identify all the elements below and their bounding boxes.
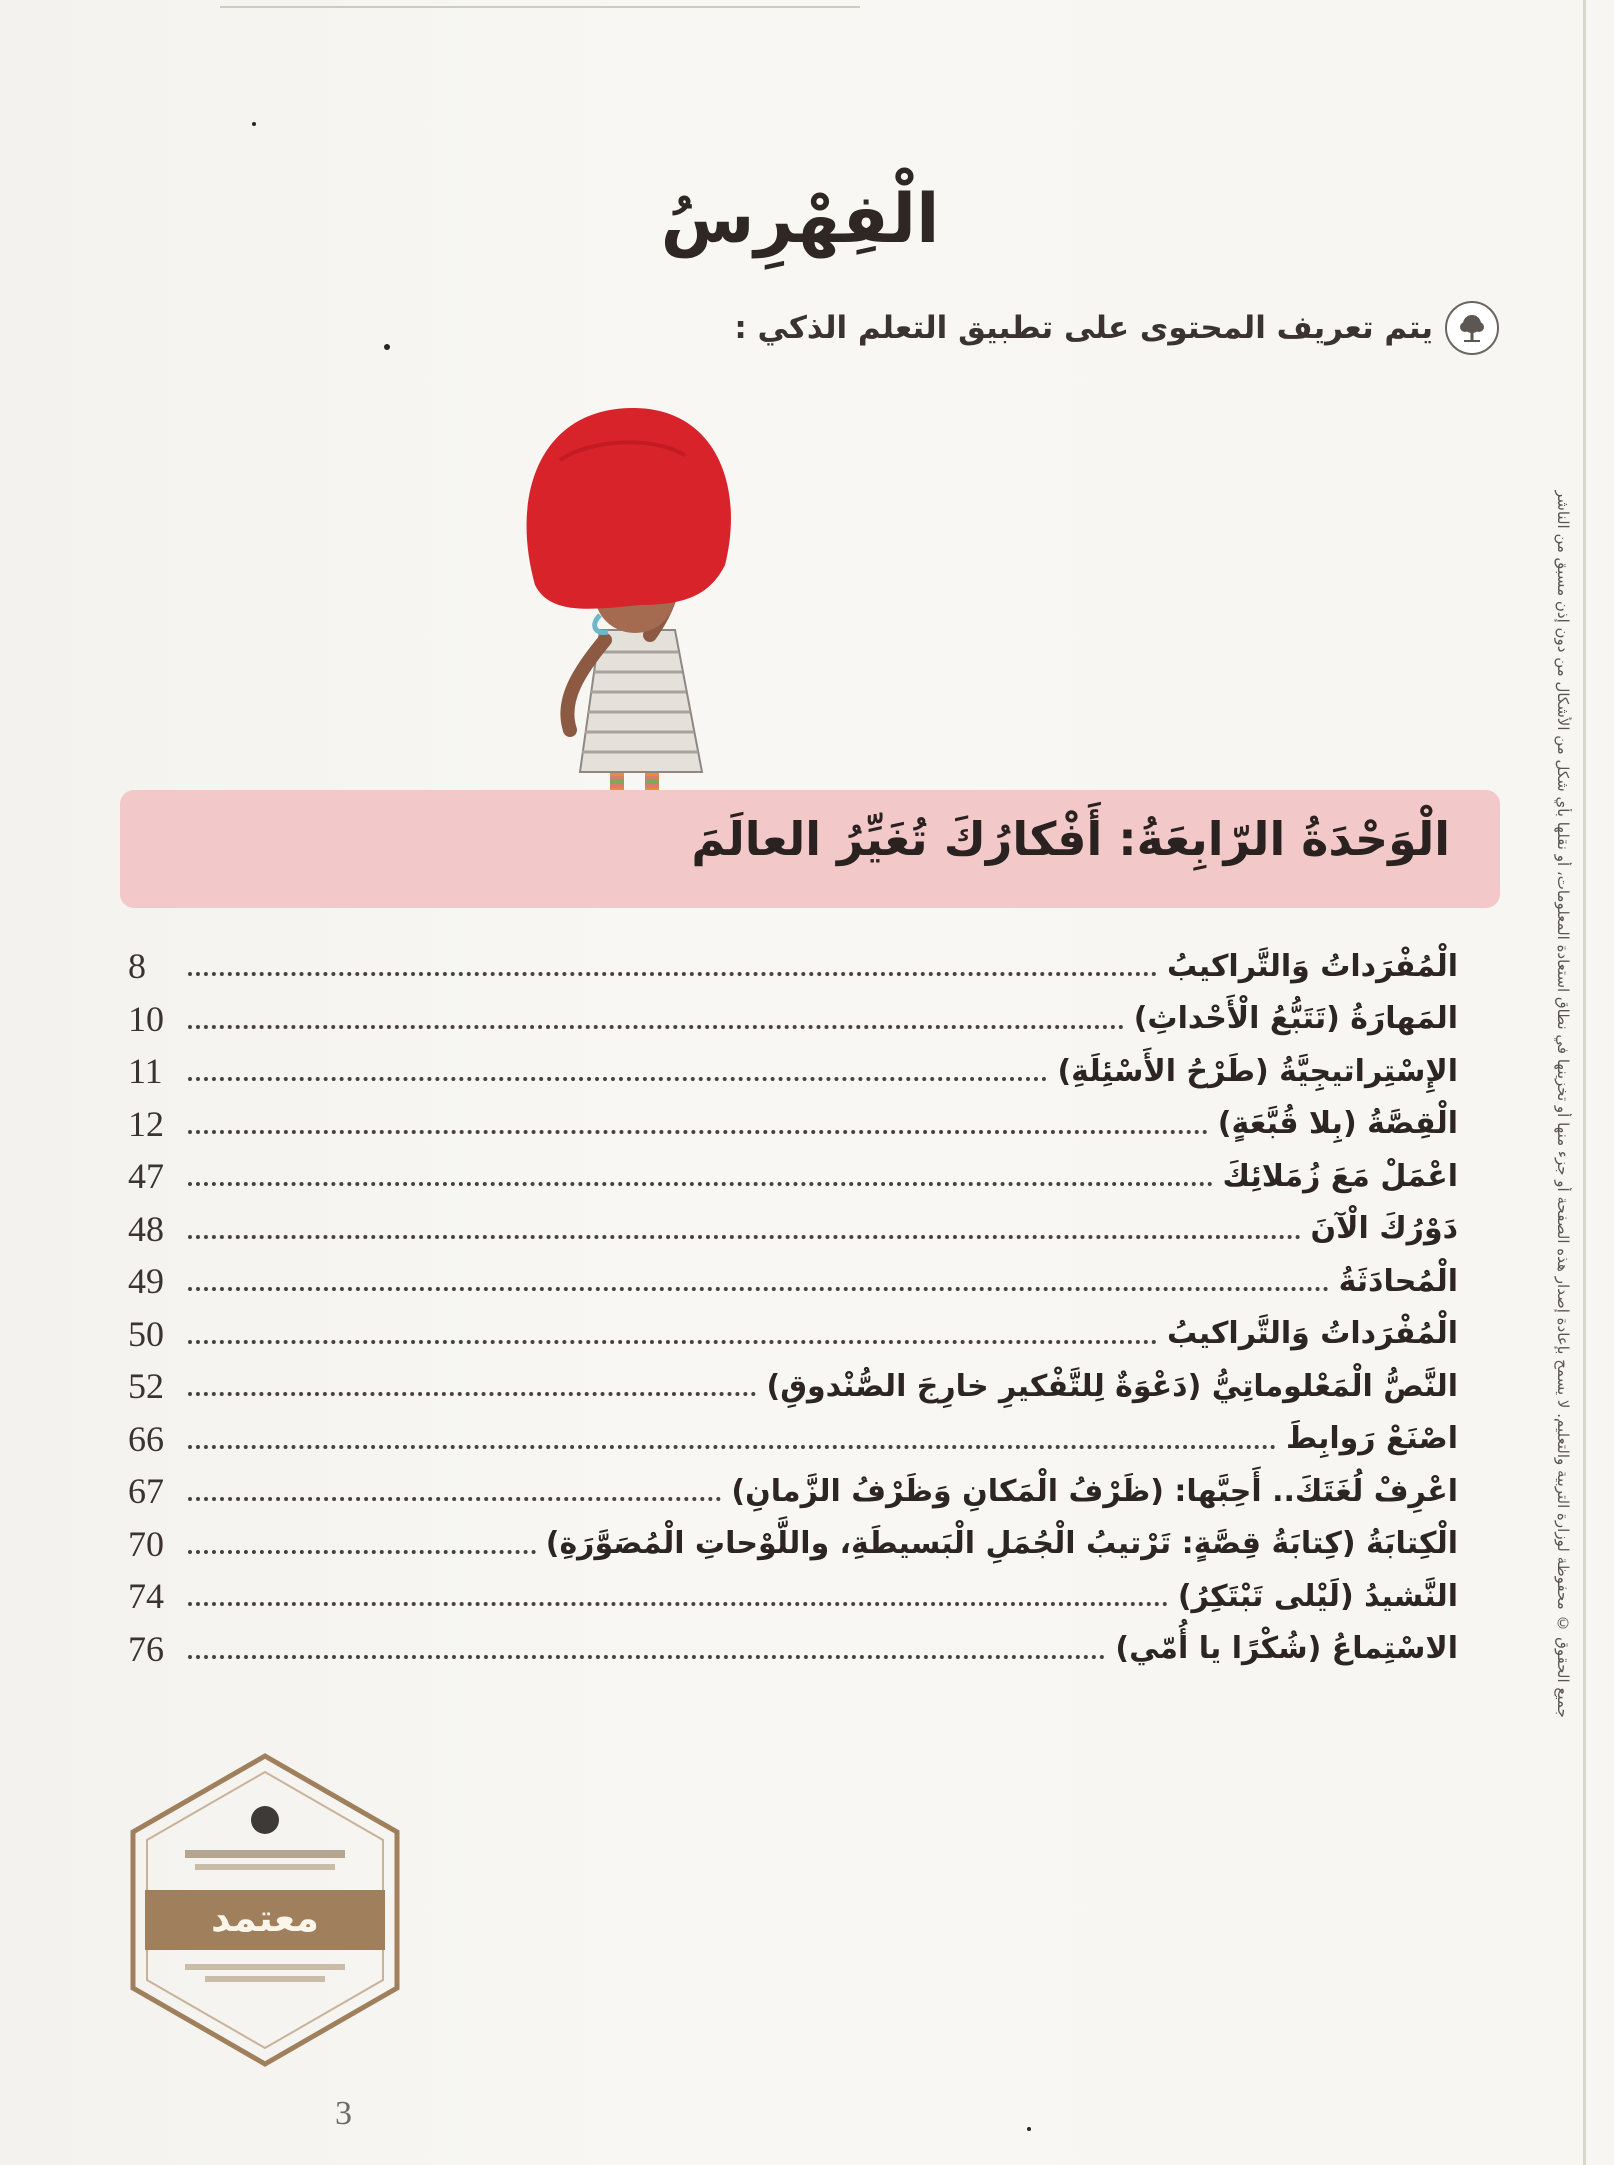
toc-page-number: 66 (128, 1418, 164, 1459)
toc-leader-dots (188, 1602, 1168, 1606)
toc-page-number: 70 (128, 1523, 164, 1564)
toc-page-number: 52 (128, 1366, 164, 1407)
toc-entry-label: الإِسْتِراتيجِيَّةُ (طَرْحُ الأَسْئِلَةِ) (1057, 1053, 1458, 1089)
scan-speck (252, 122, 256, 126)
toc-page-number: 50 (128, 1313, 164, 1354)
girl-with-red-hat-illustration (440, 400, 820, 850)
toc-row[interactable] (128, 1308, 1458, 1361)
scan-speck (384, 344, 390, 350)
toc-row[interactable] (128, 1150, 1458, 1203)
toc-leader-dots (188, 1445, 1276, 1449)
toc-row[interactable] (128, 1360, 1458, 1413)
table-of-contents (128, 940, 1458, 1675)
toc-entry-label: الاسْتِماعُ (شُكْرًا يا أُمّي) (1115, 1631, 1458, 1667)
toc-leader-dots (188, 1025, 1124, 1029)
toc-page-number: 76 (128, 1628, 164, 1669)
toc-entry-label: النَّصُّ الْمَعْلوماتِيُّ (دَعْوَةٌ لِلتَّفْكيرِ خارِجَ الصُّنْدوقِ) (766, 1368, 1458, 1404)
toc-leader-dots (188, 1287, 1329, 1291)
toc-row[interactable] (128, 1098, 1458, 1151)
smart-learning-note (734, 300, 1499, 356)
toc-page-number: 10 (128, 998, 164, 1039)
toc-leader-dots (188, 1497, 721, 1501)
unit-title: الْوَحْدَةُ الرّابِعَةُ: أَفْكارُكَ تُغَيِّرُ العالَمَ (691, 812, 1450, 866)
toc-row[interactable] (128, 1570, 1458, 1623)
toc-entry-label: الْمُحادَثَةُ (1338, 1263, 1458, 1299)
toc-entry-label: اعْمَلْ مَعَ زُمَلائِكَ (1222, 1158, 1458, 1194)
toc-leader-dots (188, 1130, 1208, 1134)
toc-entry-label: اصْنَعْ رَوابِطَ (1285, 1421, 1458, 1457)
toc-row[interactable] (128, 1203, 1458, 1256)
toc-row[interactable] (128, 1623, 1458, 1676)
toc-page-number: 49 (128, 1261, 164, 1302)
toc-leader-dots (188, 1235, 1301, 1239)
toc-row[interactable] (128, 1255, 1458, 1308)
approval-stamp (125, 1750, 405, 2070)
toc-entry-label: الْمُفْرَداتُ وَالتَّراكيبُ (1166, 948, 1458, 984)
toc-page-number: 67 (128, 1471, 164, 1512)
unit-banner (120, 790, 1500, 908)
toc-entry-label: الْمُفْرَداتُ وَالتَّراكيبُ (1166, 1316, 1458, 1352)
toc-entry-label: المَهارَةُ (تَتَبُّعُ الْأَحْداثِ) (1133, 1001, 1458, 1037)
toc-leader-dots (188, 1550, 536, 1554)
toc-leader-dots (188, 1392, 756, 1396)
toc-page-number: 12 (128, 1103, 164, 1144)
toc-entry-label: دَوْرُكَ الْآنَ (1310, 1211, 1458, 1247)
tree-icon (1445, 301, 1499, 355)
copyright-side-note: جميع الحقوق © محفوظة لوزارة التربية والتعليم. لا يسمح بإعادة إصدار هذه الصفحة أو جزء منها أو تخزينها في نطاق استعادة المعلومات، أو نقلها بأي شكل من الأشكال من دون إذن مسبق من الناشر (1554, 490, 1572, 1718)
stamp-label: معتمد (211, 1896, 319, 1940)
toc-entry-label: اعْرِفْ لُغَتَكَ.. أَحِبَّها: (ظَرْفُ الْمَكانِ وَظَرْفُ الزَّمانِ) (731, 1473, 1458, 1509)
scan-speck (1027, 2127, 1031, 2131)
toc-row[interactable] (128, 940, 1458, 993)
page-title: الْفِهْرِسُ (660, 180, 940, 259)
toc-leader-dots (188, 1077, 1047, 1081)
toc-page-number: 47 (128, 1156, 164, 1197)
scan-edge-line (1583, 0, 1586, 2165)
toc-leader-dots (188, 1655, 1105, 1659)
toc-leader-dots (188, 1340, 1157, 1344)
toc-row[interactable] (128, 1413, 1458, 1466)
smart-learning-text: يتم تعريف المحتوى على تطبيق التعلم الذكي : (734, 310, 1433, 346)
toc-leader-dots (188, 1182, 1213, 1186)
toc-page-number: 48 (128, 1208, 164, 1249)
toc-page-number: 11 (128, 1051, 163, 1092)
scan-edge-line (220, 6, 860, 8)
toc-entry-label: النَّشيدُ (لَيْلى تَبْتَكِرُ) (1177, 1578, 1458, 1614)
toc-page-number: 8 (128, 946, 146, 987)
toc-row[interactable] (128, 1045, 1458, 1098)
toc-entry-label: الْكِتابَةُ (كِتابَةُ قِصَّةٍ: تَرْتيبُ الْجُمَلِ الْبَسيطَةِ، واللَّوْحاتِ الْمُصَوَّرَةِ) (545, 1526, 1458, 1562)
toc-row[interactable] (128, 993, 1458, 1046)
toc-page-number: 74 (128, 1576, 164, 1617)
toc-row[interactable] (128, 1518, 1458, 1571)
toc-entry-label: الْقِصَّةُ (بِلا قُبَّعَةٍ) (1217, 1106, 1458, 1142)
toc-row[interactable] (128, 1465, 1458, 1518)
toc-leader-dots (188, 972, 1157, 976)
page-number: 3 (335, 2095, 352, 2132)
